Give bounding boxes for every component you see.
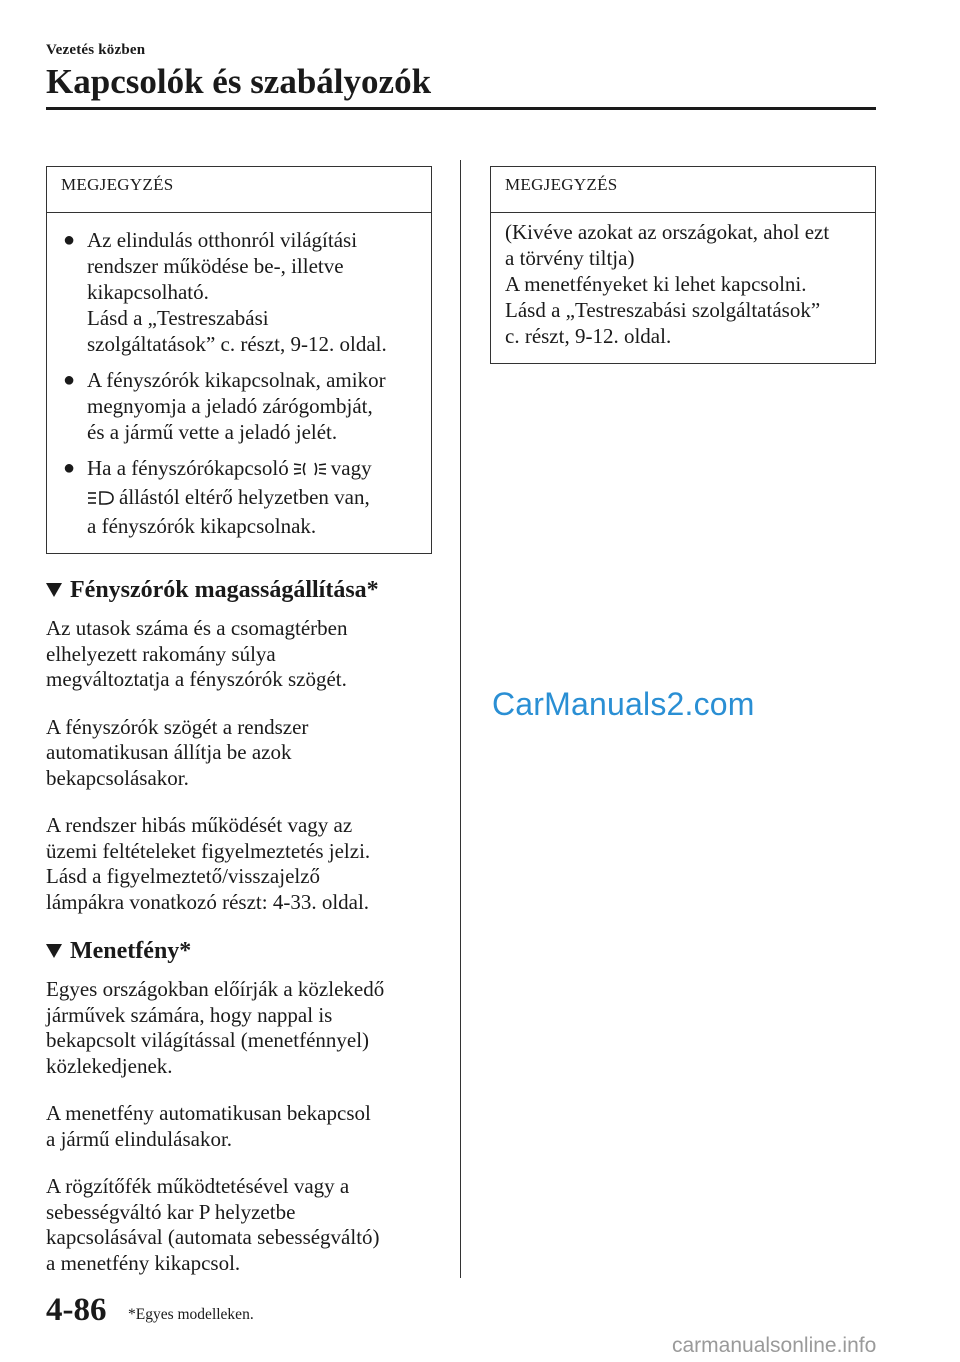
- note-list: [61, 227, 417, 539]
- note-list-item: [61, 367, 417, 445]
- paragraph: A rendszer hibás működését vagy az üzemi feltételeket figyelmeztetés jelzi. Lásd a figyelmeztető/visszajelző lámpákra vonatkozó részt: 4-33. oldal.: [46, 813, 371, 914]
- paragraph: A fényszórók szögét a rendszer automatikusan állítja be azok bekapcsolásakor.: [46, 714, 309, 790]
- footnote: *Egyes modelleken.: [128, 1306, 254, 1323]
- site-watermark: carmanualsonline.info: [672, 1334, 877, 1357]
- left-column: [46, 166, 432, 1276]
- parking-light-icon: [293, 458, 327, 484]
- triangle-down-icon: [46, 944, 62, 958]
- bullet-icon: ●: [63, 369, 76, 391]
- paragraph: A menetfény automatikusan bekapcsol a jármű elindulásakor.: [46, 1101, 371, 1151]
- page-number: 4-86: [46, 1292, 107, 1328]
- paragraph: Az utasok száma és a csomagtérben elhelyezett rakomány súlya megváltoztatja a fényszórók szögét.: [46, 616, 348, 691]
- note-box: [46, 166, 432, 554]
- note-body: (Kivéve azokat az országokat, ahol ezt a törvény tiltja) A menetfényeket ki lehet kapcsolni. Lásd a „Testreszabási szolgáltatások” c. részt, 9-12. oldal.: [505, 220, 830, 348]
- note-list-item: [61, 227, 417, 357]
- bullet-icon: ●: [63, 229, 76, 251]
- note-item-post: állástól eltérő helyzetben van, a fényszórók kikapcsolnak.: [87, 485, 370, 538]
- headlight-icon: [87, 487, 115, 513]
- watermark-logo: CarManuals2.com: [492, 686, 755, 722]
- triangle-down-icon: [46, 583, 62, 597]
- note-list-item: [61, 455, 417, 539]
- section-label: Vezetés közben: [46, 42, 146, 58]
- section-heading-text: Menetfény*: [70, 938, 192, 964]
- section-heading-text: Fényszórók magasságállítása*: [70, 577, 379, 603]
- page-title: Kapcsolók és szabályozók: [46, 62, 432, 101]
- bullet-icon: ●: [63, 457, 76, 479]
- right-column: [490, 166, 876, 364]
- note-heading: MEGJEGYZÉS: [47, 167, 431, 213]
- note-heading: MEGJEGYZÉS: [491, 167, 875, 213]
- note-item-text: Az elindulás otthonról világítási rendszer működése be-, illetve kikapcsolható. Lásd a „Testreszabási szolgáltatások” c. részt, 9-12. oldal.: [87, 228, 387, 356]
- note-item-pre: Ha a fényszórókapcsoló: [87, 456, 289, 480]
- note-body: [47, 213, 431, 553]
- section-heading-daytime-lights: [46, 937, 432, 965]
- note-box: [490, 166, 876, 364]
- column-divider: [460, 160, 461, 1278]
- section-heading-headlight-leveling: [46, 576, 432, 604]
- paragraph: Egyes országokban előírják a közlekedő járművek számára, hogy nappal is bekapcsolt világítással (menetfénnyel) közlekedjenek.: [46, 977, 385, 1078]
- title-rule: [46, 107, 876, 110]
- note-item-mid: vagy: [330, 456, 372, 480]
- paragraph: A rögzítőfék működtetésével vagy a sebességváltó kar P helyzetbe kapcsolásával (automata sebességváltó) a menetfény kikapcsol.: [46, 1174, 380, 1275]
- note-item-text: A fényszórók kikapcsolnak, amikor megnyomja a jeladó zárógombját, és a jármű vette a jeladó jelét.: [87, 368, 386, 444]
